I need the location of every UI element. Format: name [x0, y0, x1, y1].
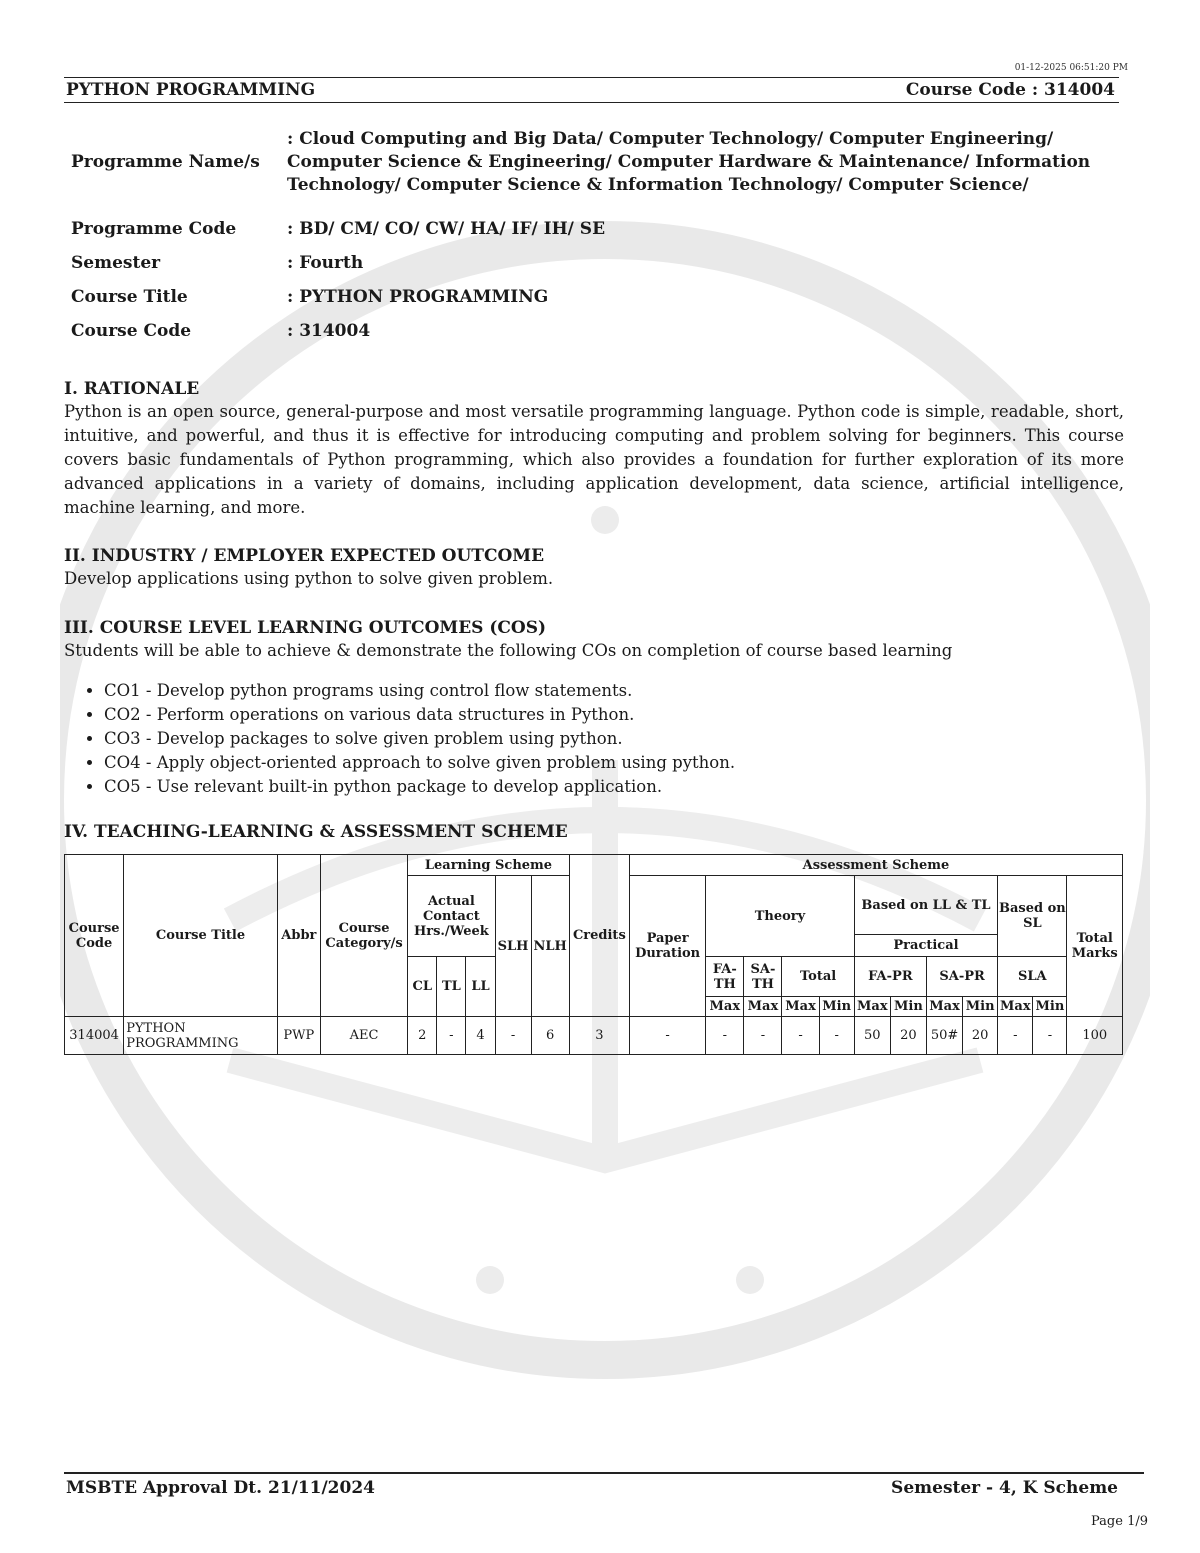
table-cell: AEC [320, 1017, 407, 1055]
col-cl: CL [408, 957, 437, 1017]
col-sa-th: SA-TH [744, 957, 782, 997]
rationale-heading: I. RATIONALE [64, 379, 200, 399]
semester-scheme: Semester - 4, K Scheme [891, 1478, 1118, 1498]
col-sla: SLA [998, 957, 1067, 997]
col-course-code: Course Code [65, 855, 124, 1017]
col-sa-pr: SA-PR [926, 957, 997, 997]
col-credits: Credits [569, 855, 629, 1017]
col-total-marks: Total Marks [1067, 876, 1123, 1017]
col-learning-scheme: Learning Scheme [408, 855, 570, 876]
header-course-name: PYTHON PROGRAMMING [66, 80, 316, 100]
course-title-value: : PYTHON PROGRAMMING [287, 286, 549, 307]
col-fa-pr: FA-PR [854, 957, 926, 997]
col-category: Course Category/s [320, 855, 407, 1017]
table-cell: - [629, 1017, 705, 1055]
col-actual-contact: Actual Contact Hrs./Week [408, 876, 495, 957]
table-cell: PYTHON PROGRAMMING [124, 1017, 278, 1055]
table-cell: - [744, 1017, 782, 1055]
course-info-table [64, 112, 1124, 348]
table-cell: - [819, 1017, 854, 1055]
table-cell: - [1033, 1017, 1067, 1055]
semester-label: Semester [71, 252, 161, 273]
col-fa-th: FA-TH [706, 957, 744, 997]
course-code-label: Course Code [71, 320, 192, 341]
page-footer [64, 1472, 1144, 1500]
programme-names-label: Programme Name/s [71, 151, 260, 172]
table-cell: 50# [926, 1017, 962, 1055]
col-course-title: Course Title [124, 855, 278, 1017]
list-item: • CO5 - Use relevant built-in python package to develop application. [104, 775, 1124, 799]
col-max: Max [926, 997, 962, 1017]
page-header [64, 77, 1119, 103]
outcomes-list [64, 679, 1124, 799]
list-item: • CO1 - Develop python programs using control flow statements. [104, 679, 1124, 703]
outcomes-section [64, 617, 1124, 799]
list-item: • CO2 - Perform operations on various data structures in Python. [104, 703, 1124, 727]
programme-code-value: : BD/ CM/ CO/ CW/ HA/ IF/ IH/ SE [287, 218, 606, 239]
list-item: • CO3 - Develop packages to solve given problem using python. [104, 727, 1124, 751]
col-min: Min [890, 997, 926, 1017]
col-based-ll-tl: Based on LL & TL [854, 876, 998, 935]
table-cell: 4 [466, 1017, 495, 1055]
industry-section [64, 545, 1124, 591]
col-min: Min [819, 997, 854, 1017]
page-number: Page 1/9 [1091, 1514, 1148, 1529]
col-max: Max [706, 997, 744, 1017]
table-cell: 20 [890, 1017, 926, 1055]
table-cell: - [706, 1017, 744, 1055]
table-cell: PWP [277, 1017, 320, 1055]
table-cell: 2 [408, 1017, 437, 1055]
col-max: Max [782, 997, 819, 1017]
scheme-section [64, 821, 1124, 843]
industry-heading: II. INDUSTRY / EMPLOYER EXPECTED OUTCOME [64, 546, 545, 566]
table-cell: - [495, 1017, 531, 1055]
col-theory: Theory [706, 876, 855, 957]
list-item: • CO4 - Apply object-oriented approach to solve given problem using python. [104, 751, 1124, 775]
course-code-value: : 314004 [287, 320, 371, 341]
table-cell: - [437, 1017, 466, 1055]
col-max: Max [744, 997, 782, 1017]
industry-text: Develop applications using python to solve given problem. [64, 569, 554, 588]
table-cell: 20 [963, 1017, 998, 1055]
rationale-text: Python is an open source, general-purpose and most versatile programming language. Python code is simple, readable, short, intuitive, and powerful, and thus it is effective for introducing computing and problem solving for beginners. This course covers basic fundamentals of Python programming, which also provides a foundation for further exploration of its more advanced applications in a variety of domains, including application development, data science, artificial intelligence, machine learning, and more. [64, 402, 1124, 517]
semester-value: : Fourth [287, 252, 364, 273]
table-cell: - [782, 1017, 819, 1055]
col-min: Min [963, 997, 998, 1017]
print-timestamp: 01-12-2025 06:51:20 PM [1014, 63, 1128, 73]
col-paper-duration: Paper Duration [629, 876, 705, 1017]
col-slh: SLH [495, 876, 531, 1017]
table-cell: 50 [854, 1017, 890, 1055]
col-theory-total: Total [782, 957, 854, 997]
col-max: Max [854, 997, 890, 1017]
col-nlh: NLH [531, 876, 569, 1017]
table-cell: 6 [531, 1017, 569, 1055]
rationale-section [64, 378, 1124, 520]
table-cell: 3 [569, 1017, 629, 1055]
col-based-sl: Based on SL [998, 876, 1067, 957]
table-cell: 314004 [65, 1017, 124, 1055]
col-max: Max [998, 997, 1033, 1017]
col-min: Min [1033, 997, 1067, 1017]
table-cell: - [998, 1017, 1033, 1055]
outcomes-heading: III. COURSE LEVEL LEARNING OUTCOMES (COS) [64, 618, 547, 638]
programme-names-value: : Cloud Computing and Big Data/ Computer Technology/ Computer Engineering/ Computer Science & Engineering/ Computer Hardware & Maintenance/ Information Technology/ Computer Science & Information Technology/ Computer Science/ [287, 128, 1091, 195]
outcomes-intro: Students will be able to achieve & demonstrate the following COs on completion of course based learning [64, 641, 953, 660]
table-row [65, 1017, 1123, 1055]
header-course-code: Course Code : 314004 [905, 80, 1115, 100]
col-tl: TL [437, 957, 466, 1017]
table-cell: 100 [1067, 1017, 1123, 1055]
approval-date: MSBTE Approval Dt. 21/11/2024 [66, 1478, 375, 1498]
col-abbr: Abbr [277, 855, 320, 1017]
course-title-label: Course Title [71, 286, 188, 307]
scheme-table [64, 854, 1123, 1055]
col-practical: Practical [854, 935, 998, 957]
programme-code-label: Programme Code [71, 218, 237, 239]
col-ll: LL [466, 957, 495, 1017]
col-assessment-scheme: Assessment Scheme [629, 855, 1122, 876]
scheme-heading: IV. TEACHING-LEARNING & ASSESSMENT SCHEME [64, 822, 568, 842]
